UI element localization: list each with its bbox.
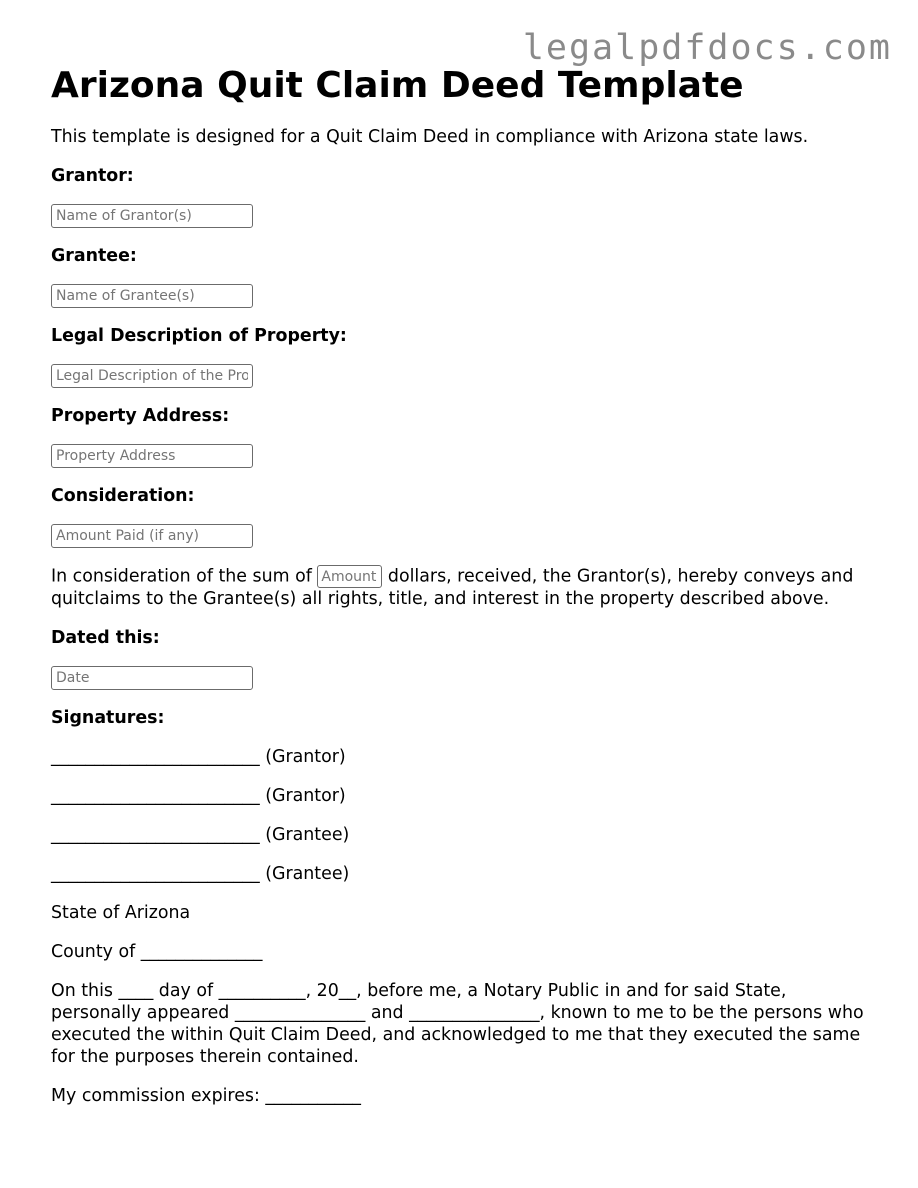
notary-acknowledgment: On this ____ day of __________, 20__, before me, a Notary Public in and for said State, personally appeared _______________ and _______________, known to me to be the persons who executed the within Quit Claim Deed, and acknowledged to me that they executed the same for the purposes therein contained. (51, 981, 864, 1067)
consideration-text-before: In consideration of the sum of (51, 566, 318, 587)
signatures-label: Signatures: (51, 708, 165, 728)
signature-line-grantor-2: ________________________ (Grantor) (51, 786, 346, 806)
amount-input[interactable] (317, 565, 382, 588)
consideration-label: Consideration: (51, 486, 195, 506)
consideration-input[interactable] (51, 524, 253, 548)
grantee-input[interactable] (51, 284, 253, 308)
property-address-input[interactable] (51, 444, 253, 468)
grantee-label: Grantee: (51, 246, 137, 266)
grantor-input[interactable] (51, 204, 253, 228)
intro-text: This template is designed for a Quit Claim Deed in compliance with Arizona state laws. (51, 127, 809, 147)
legal-description-input[interactable] (51, 364, 253, 388)
watermark: legalpdfdocs.com (522, 28, 892, 68)
signature-line-grantee-1: ________________________ (Grantee) (51, 825, 350, 845)
signature-line-grantee-2: ________________________ (Grantee) (51, 864, 350, 884)
consideration-paragraph (51, 565, 871, 610)
dated-label: Dated this: (51, 628, 160, 648)
date-input[interactable] (51, 666, 253, 690)
signature-line-grantor-1: ________________________ (Grantor) (51, 747, 346, 767)
consideration-text-after: dollars, received, the Grantor(s), hereby conveys and quitclaims to the Grantee(s) all rights, title, and interest in the property described above. (51, 566, 854, 609)
document-body (51, 64, 871, 1124)
grantor-label: Grantor: (51, 166, 134, 186)
legal-description-label: Legal Description of Property: (51, 326, 347, 346)
page-title: Arizona Quit Claim Deed Template (51, 65, 744, 106)
notary-county: County of ______________ (51, 942, 263, 962)
notary-state: State of Arizona (51, 903, 191, 923)
property-address-label: Property Address: (51, 406, 230, 426)
notary-commission: My commission expires: ___________ (51, 1086, 361, 1106)
